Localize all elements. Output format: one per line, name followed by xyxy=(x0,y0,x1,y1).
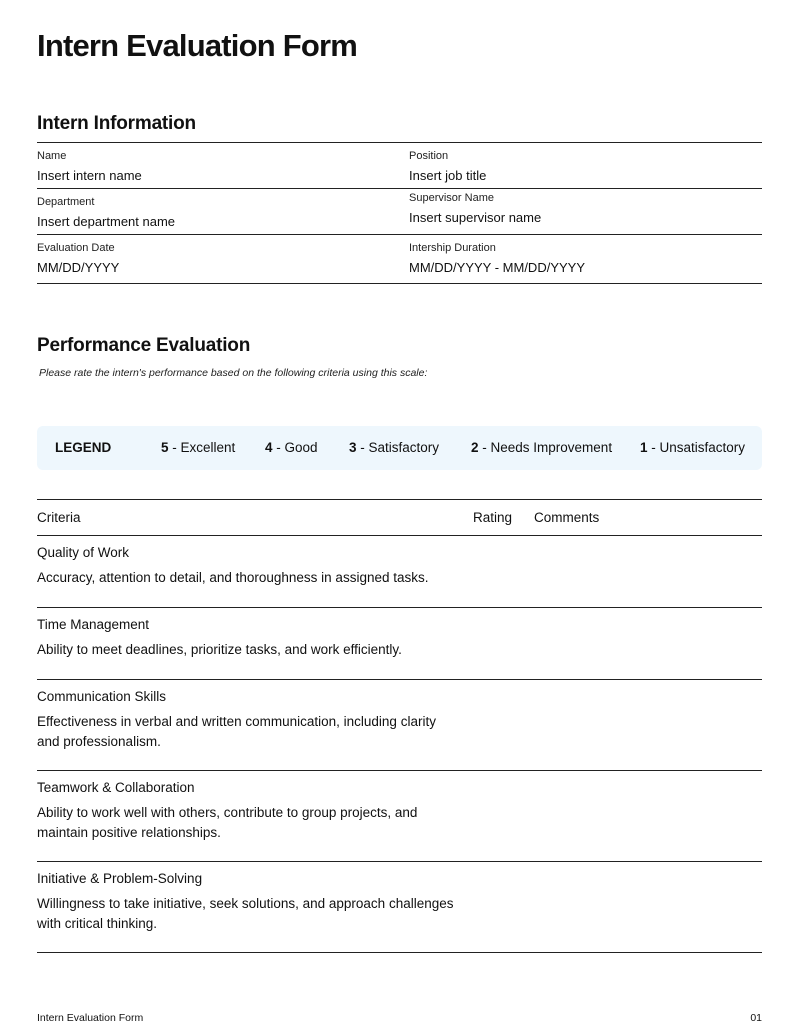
legend-label: LEGEND xyxy=(55,440,112,455)
evaluation-date-label: Evaluation Date xyxy=(37,242,115,254)
footer-title: Intern Evaluation Form xyxy=(37,1012,144,1024)
criteria-name: Quality of Work xyxy=(37,545,130,560)
page-number: 01 xyxy=(750,1012,762,1024)
legend-item-5: 5 - Excellent xyxy=(161,440,236,455)
page-title: Intern Evaluation Form xyxy=(37,28,357,63)
rating-instructions: Please rate the intern's performance based on the following criteria using this scale: xyxy=(39,367,428,379)
divider xyxy=(37,142,762,143)
evaluation-date-field[interactable]: MM/DD/YYYY xyxy=(37,260,120,275)
name-label: Name xyxy=(37,150,67,162)
criteria-name: Communication Skills xyxy=(37,689,167,704)
intern-info-heading: Intern Information xyxy=(37,113,196,134)
divider xyxy=(37,283,762,284)
legend-item-4: 4 - Good xyxy=(265,440,318,455)
criteria-description: Ability to meet deadlines, prioritize tasks, and work efficiently. xyxy=(37,642,402,657)
table-top-rule xyxy=(37,499,762,500)
row-divider xyxy=(37,861,762,862)
criteria-description: Ability to work well with others, contribute to group projects, and maintain positive relationships. xyxy=(37,805,418,840)
department-label: Department xyxy=(37,196,95,208)
department-field[interactable]: Insert department name xyxy=(37,214,176,229)
criteria-header: Criteria xyxy=(37,510,81,525)
criteria-description: Willingness to take initiative, seek solutions, and approach challenges with critical thinking. xyxy=(37,896,454,931)
supervisor-field[interactable]: Insert supervisor name xyxy=(409,210,542,225)
criteria-name: Time Management xyxy=(37,617,150,632)
table-header-rule xyxy=(37,535,762,536)
criteria-description: Effectiveness in verbal and written communication, including clarity and professionalism. xyxy=(37,714,436,749)
supervisor-label: Supervisor Name xyxy=(409,192,494,204)
name-field[interactable]: Insert intern name xyxy=(37,168,142,183)
duration-field[interactable]: MM/DD/YYYY - MM/DD/YYYY xyxy=(409,260,586,275)
position-field[interactable]: Insert job title xyxy=(409,168,487,183)
row-divider xyxy=(37,679,762,680)
criteria-name: Initiative & Problem-Solving xyxy=(37,871,203,886)
rating-header: Rating xyxy=(473,510,513,525)
comments-header: Comments xyxy=(534,510,600,525)
performance-heading: Performance Evaluation xyxy=(37,335,251,356)
criteria-description: Accuracy, attention to detail, and thoroughness in assigned tasks. xyxy=(37,570,429,585)
duration-label: Intership Duration xyxy=(409,242,496,254)
legend-item-2: 2 - Needs Improvement xyxy=(471,440,613,455)
legend-item-3: 3 - Satisfactory xyxy=(349,440,440,455)
row-divider xyxy=(37,770,762,771)
divider xyxy=(37,188,762,189)
table-bottom-rule xyxy=(37,952,762,953)
criteria-name: Teamwork & Collaboration xyxy=(37,780,195,795)
divider xyxy=(37,234,762,235)
row-divider xyxy=(37,607,762,608)
legend-item-1: 1 - Unsatisfactory xyxy=(640,440,746,455)
position-label: Position xyxy=(409,150,449,162)
